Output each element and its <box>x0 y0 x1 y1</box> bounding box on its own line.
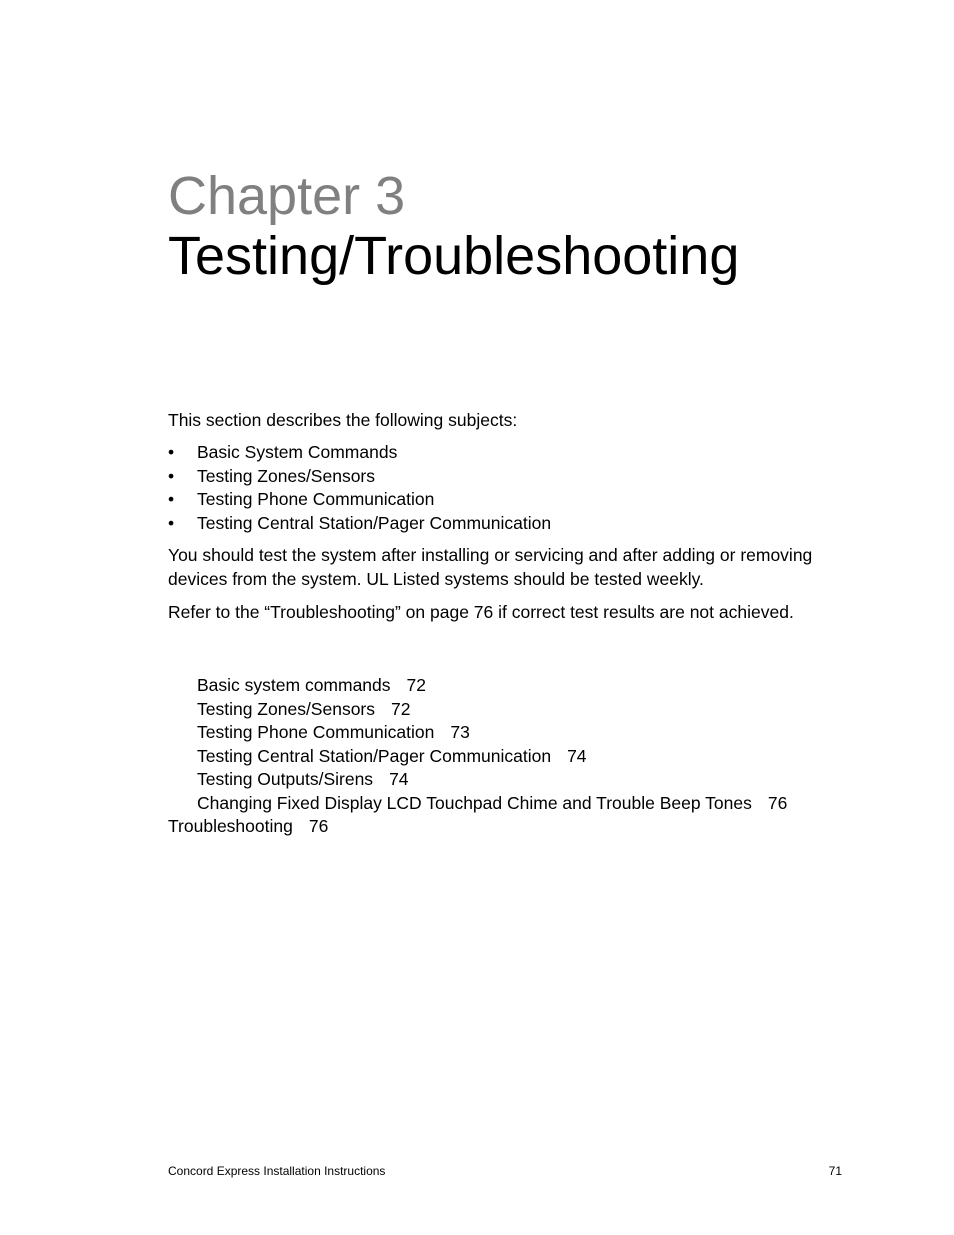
toc-page-number: 72 <box>406 675 426 695</box>
toc-entry[interactable] <box>168 744 787 768</box>
toc-entry-label: Changing Fixed Display LCD Touchpad Chime and Trouble Beep Tones <box>197 792 752 813</box>
toc-page-number: 76 <box>767 792 788 813</box>
bullet-icon: • <box>168 442 175 462</box>
intro-text: This section describes the following subjects: <box>168 410 518 430</box>
list-item-label: Testing Phone Communication <box>197 489 435 509</box>
toc-page-number: 72 <box>391 698 411 719</box>
bullet-icon: • <box>168 489 175 509</box>
testing-paragraph: You should test the system after installing or servicing and after adding or removing devices from the system. UL Listed systems should be tested weekly. <box>168 545 813 589</box>
toc-entry-label: Testing Zones/Sensors <box>197 698 376 719</box>
toc-entry-label: Basic system commands <box>197 675 391 695</box>
list-item <box>168 440 551 464</box>
toc-entry[interactable] <box>168 767 787 791</box>
toc-entry[interactable] <box>168 720 787 744</box>
list-item <box>168 487 551 511</box>
toc-page-number: 74 <box>389 769 409 789</box>
footer-page-number: 71 <box>828 1164 842 1178</box>
chapter-title: Testing/Troubleshooting <box>168 226 740 286</box>
list-item-label: Testing Central Station/Pager Communication <box>197 512 552 533</box>
toc-page-number: 73 <box>450 722 470 742</box>
bullet-icon: • <box>168 465 175 486</box>
toc-entry[interactable] <box>168 791 787 815</box>
toc-entry-label: Testing Phone Communication <box>197 722 435 742</box>
list-item <box>168 511 551 535</box>
toc-entry[interactable] <box>168 814 787 838</box>
bullet-icon: • <box>168 512 175 533</box>
list-item-label: Testing Zones/Sensors <box>197 465 376 486</box>
toc-entry-label: Testing Outputs/Sirens <box>197 769 374 789</box>
toc-page-number: 76 <box>308 816 329 836</box>
toc-page-number: 74 <box>567 745 587 766</box>
toc-entry[interactable] <box>168 673 787 697</box>
table-of-contents <box>168 673 787 838</box>
toc-entry-label: Testing Central Station/Pager Communication <box>197 745 552 766</box>
chapter-number: Chapter 3 <box>168 166 406 226</box>
toc-entry-label: Troubleshooting <box>168 816 293 836</box>
subject-list <box>168 440 551 534</box>
toc-entry[interactable] <box>168 697 787 721</box>
list-item-label: Basic System Commands <box>197 442 398 462</box>
list-item <box>168 464 551 488</box>
footer-document-title: Concord Express Installation Instructions <box>168 1164 386 1178</box>
troubleshooting-reference: Refer to the “Troubleshooting” on page 76 if correct test results are not achieved. <box>168 602 794 622</box>
